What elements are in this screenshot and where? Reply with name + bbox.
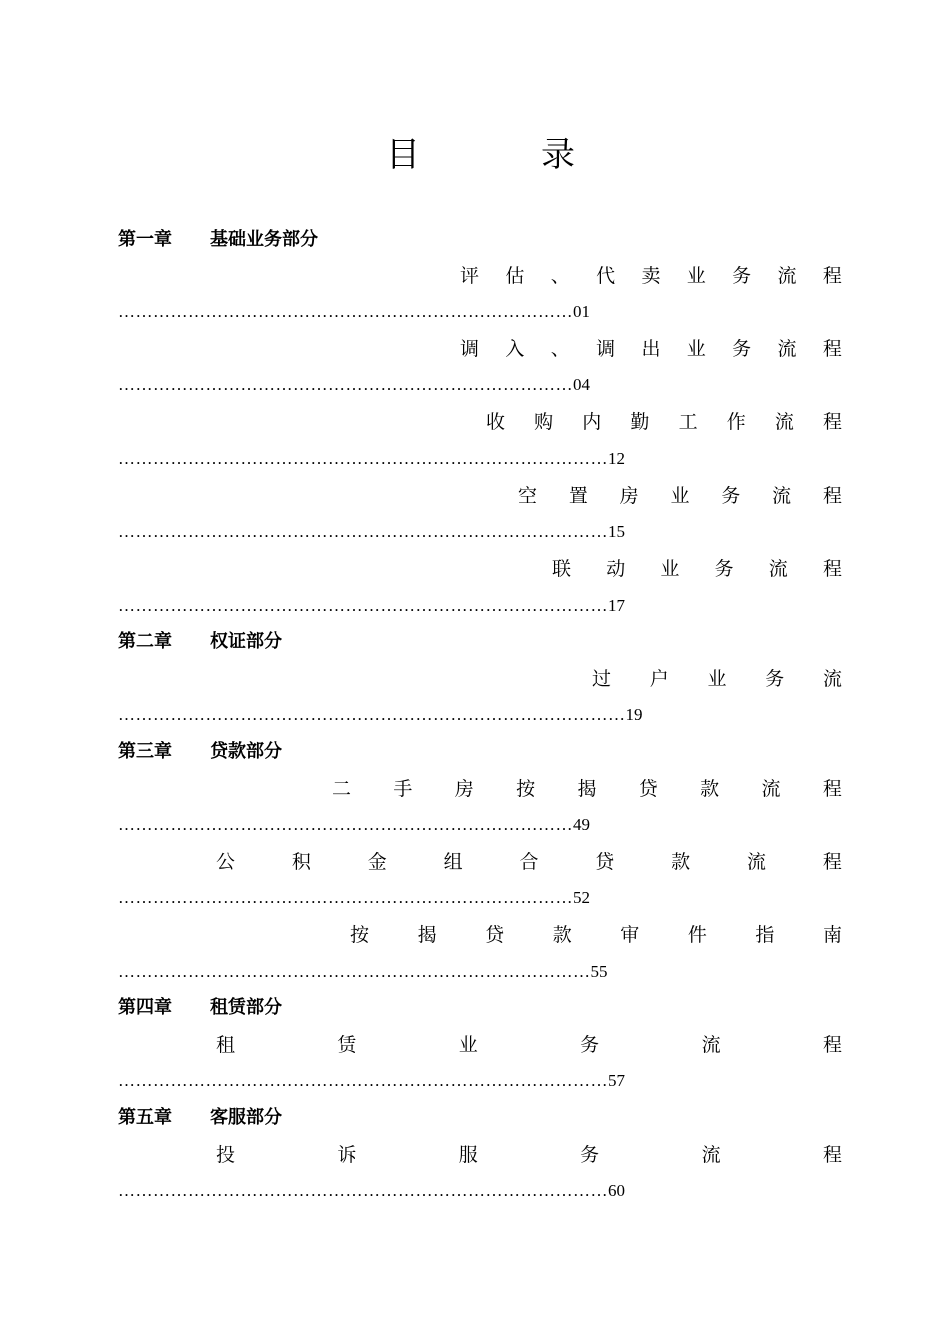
entry-title-char: 合: [519, 851, 539, 873]
entry-title-char: 联: [552, 558, 572, 580]
entry-title-char: 流: [701, 1034, 721, 1056]
entry-title-char: 贷: [485, 924, 505, 946]
chapter-name: 贷款部分: [210, 741, 282, 762]
entry-title-char: 服: [458, 1144, 478, 1166]
toc-leader: [118, 300, 590, 324]
entry-title-char: 购: [534, 411, 554, 433]
dot-leader: ……………………………………………………………………: [118, 375, 573, 394]
entry-title-char: 勤: [630, 411, 650, 433]
entry-title-char: 、: [550, 265, 570, 287]
entry-title-char: 指: [755, 924, 775, 946]
entry-title-char: 务: [714, 558, 734, 580]
entry-title-char: 业: [670, 485, 690, 507]
entry-title-char: 业: [686, 338, 706, 360]
toc-entry-title[interactable]: [216, 850, 842, 874]
entry-title-char: 置: [568, 485, 588, 507]
entry-title-char: 南: [822, 924, 842, 946]
entry-title-char: 作: [726, 411, 746, 433]
entry-title-char: 空: [518, 485, 538, 507]
toc-entry-title[interactable]: [592, 667, 842, 691]
entry-title-char: 公: [216, 851, 236, 873]
toc-entry-title[interactable]: [518, 484, 842, 508]
entry-title-char: 组: [443, 851, 463, 873]
dot-leader: ……………………………………………………………………: [118, 815, 573, 834]
page-number: 01: [573, 302, 590, 321]
entry-title-char: 程: [822, 851, 842, 873]
entry-title-char: 入: [505, 338, 525, 360]
toc-leader: [118, 373, 590, 397]
chapter-name: 权证部分: [210, 631, 282, 652]
entry-title-char: 务: [580, 1144, 600, 1166]
entry-title-char: 业: [660, 558, 680, 580]
chapter-number: 第三章: [118, 741, 172, 762]
dot-leader: ……………………………………………………………………: [118, 888, 573, 907]
title-char-2: 录: [541, 135, 575, 175]
entry-title-char: 程: [822, 485, 842, 507]
toc-entry-title[interactable]: [552, 557, 842, 581]
entry-title-char: 程: [822, 1034, 842, 1056]
entry-title-char: 诉: [337, 1144, 357, 1166]
page-number: 49: [573, 815, 590, 834]
toc-entry-title[interactable]: [460, 264, 842, 288]
toc-leader: [118, 703, 643, 727]
entry-title-char: 程: [822, 558, 842, 580]
page-number: 60: [608, 1181, 625, 1200]
entry-title-char: 赁: [337, 1034, 357, 1056]
dot-leader: …………………………………………………………………………: [118, 1071, 608, 1090]
entry-title-char: 内: [582, 411, 602, 433]
dot-leader: ………………………………………………………………………: [118, 962, 591, 981]
entry-title-char: 调: [460, 338, 480, 360]
toc-entry-title[interactable]: [486, 410, 842, 434]
page-number: 04: [573, 375, 590, 394]
entry-title-char: 调: [596, 338, 616, 360]
chapter-heading: [118, 740, 282, 764]
chapter-name: 基础业务部分: [210, 229, 318, 250]
entry-title-char: 业: [458, 1034, 478, 1056]
chapter-number: 第五章: [118, 1107, 172, 1128]
chapter-heading: [118, 630, 282, 654]
toc-entry-title[interactable]: [216, 1033, 842, 1057]
page-number: 17: [608, 596, 625, 615]
page-number: 15: [608, 522, 625, 541]
entry-title-char: 卖: [641, 265, 661, 287]
chapter-number: 第四章: [118, 997, 172, 1018]
entry-title-char: 务: [721, 485, 741, 507]
entry-title-char: 程: [822, 411, 842, 433]
toc-leader: [118, 1069, 625, 1093]
page-number: 55: [590, 962, 608, 981]
entry-title-char: 流: [768, 558, 788, 580]
chapter-number: 第二章: [118, 631, 172, 652]
entry-title-char: 款: [700, 778, 720, 800]
entry-title-char: 业: [686, 265, 706, 287]
chapter-heading: [118, 228, 318, 252]
toc-leader: [118, 447, 625, 471]
entry-title-char: 流: [701, 1144, 721, 1166]
page-number: 19: [625, 705, 643, 724]
entry-title-char: 按: [350, 924, 370, 946]
entry-title-char: 按: [516, 778, 536, 800]
entry-title-char: 流: [822, 668, 842, 690]
toc-leader: [118, 813, 590, 837]
entry-title-char: 务: [732, 265, 752, 287]
entry-title-char: 出: [641, 338, 661, 360]
entry-title-char: 户: [649, 668, 669, 690]
toc-entry-title[interactable]: [332, 777, 842, 801]
dot-leader: ……………………………………………………………………: [118, 302, 573, 321]
toc-leader: [118, 960, 608, 984]
entry-title-char: 程: [822, 778, 842, 800]
dot-leader: …………………………………………………………………………: [118, 522, 608, 541]
entry-title-char: 件: [687, 924, 707, 946]
entry-title-char: 流: [774, 411, 794, 433]
entry-title-char: 揭: [417, 924, 437, 946]
toc-leader: [118, 520, 625, 544]
title-char-1: 目: [386, 135, 420, 175]
entry-title-char: 二: [332, 778, 352, 800]
entry-title-char: 手: [393, 778, 413, 800]
entry-title-char: 款: [552, 924, 572, 946]
page-number: 52: [573, 888, 590, 907]
entry-title-char: 评: [460, 265, 480, 287]
entry-title-char: 流: [777, 265, 797, 287]
entry-title-char: 收: [486, 411, 506, 433]
entry-title-char: 款: [671, 851, 691, 873]
chapter-heading: [118, 1106, 282, 1130]
entry-title-char: 估: [505, 265, 525, 287]
entry-title-char: 审: [620, 924, 640, 946]
entry-title-char: 动: [606, 558, 626, 580]
entry-title-char: 贷: [595, 851, 615, 873]
chapter-heading: [118, 996, 282, 1020]
dot-leader: ……………………………………………………………………………: [118, 705, 626, 724]
toc-leader: [118, 886, 590, 910]
entry-title-char: 务: [732, 338, 752, 360]
entry-title-char: 贷: [638, 778, 658, 800]
entry-title-char: 投: [216, 1144, 236, 1166]
toc-entry-title[interactable]: [216, 1143, 842, 1167]
entry-title-char: 租: [216, 1034, 236, 1056]
entry-title-char: 金: [367, 851, 387, 873]
entry-title-char: 积: [291, 851, 311, 873]
chapter-number: 第一章: [118, 229, 172, 250]
toc-entry-title[interactable]: [350, 923, 842, 947]
dot-leader: …………………………………………………………………………: [118, 1181, 608, 1200]
entry-title-char: 程: [822, 1144, 842, 1166]
chapter-name: 租赁部分: [210, 997, 282, 1018]
entry-title-char: 流: [761, 778, 781, 800]
entry-title-char: 流: [777, 338, 797, 360]
entry-title-char: 程: [822, 265, 842, 287]
toc-leader: [118, 1179, 625, 1203]
entry-title-char: 房: [619, 485, 639, 507]
chapter-name: 客服部分: [210, 1107, 282, 1128]
dot-leader: …………………………………………………………………………: [118, 596, 608, 615]
entry-title-char: 过: [592, 668, 612, 690]
entry-title-char: 工: [678, 411, 698, 433]
page-number: 57: [608, 1071, 625, 1090]
entry-title-char: 房: [454, 778, 474, 800]
entry-title-char: 揭: [577, 778, 597, 800]
toc-title: [0, 130, 950, 180]
entry-title-char: 务: [765, 668, 785, 690]
page-number: 12: [608, 449, 625, 468]
toc-leader: [118, 594, 625, 618]
entry-title-char: 流: [772, 485, 792, 507]
entry-title-char: 流: [747, 851, 767, 873]
toc-entry-title[interactable]: [460, 337, 842, 361]
entry-title-char: 业: [707, 668, 727, 690]
entry-title-char: 程: [822, 338, 842, 360]
entry-title-char: 务: [580, 1034, 600, 1056]
dot-leader: …………………………………………………………………………: [118, 449, 608, 468]
entry-title-char: 、: [550, 338, 570, 360]
entry-title-char: 代: [596, 265, 616, 287]
